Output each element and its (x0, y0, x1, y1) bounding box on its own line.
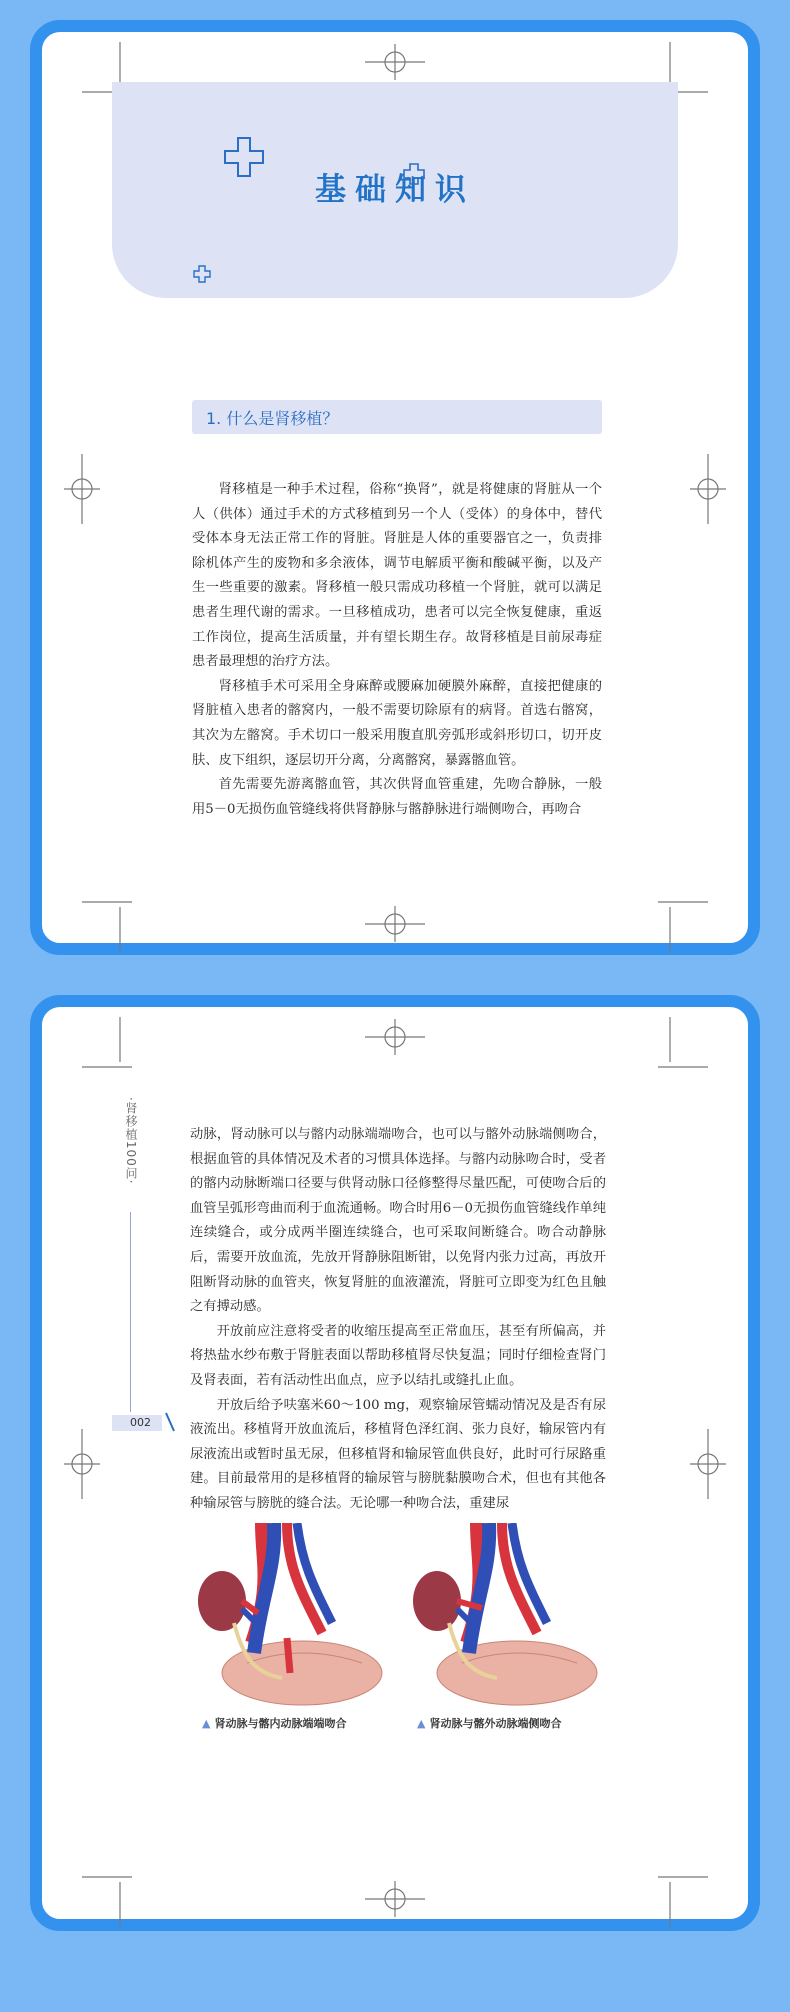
plus-icon (192, 264, 212, 284)
paragraph: 肾移植是一种手术过程，俗称“换肾”，就是将健康的肾脏从一个人（供体）通过手术的方式移植到另一个人（受体）的身体中，替代受体本身无法正常工作的肾脏。肾脏是人体的重要器官之一，负责排除机体产生的废物和多余液体，调节电解质平衡和酸碱平衡，以及产生一些重要的激素。肾移植一般只需成功移植一个肾脏，就可以满足患者生理代谢的需求。一旦移植成功，患者可以完全恢复健康，重返工作岗位，提高生活质量，并有望长期生存。故肾移植是目前尿毒症患者最理想的治疗方法。 (192, 482, 602, 670)
question-title: 1. 什么是肾移植？ (206, 409, 339, 428)
running-header-side-tab: ·肾移植100问· (124, 1097, 138, 1185)
question-heading-bar (192, 400, 602, 434)
triangle-icon: ▲ (417, 1717, 426, 1730)
paragraph: 首先需要先游离髂血管，其次供肾血管重建，先吻合静脉，一般用5－0无损伤血管缝线将供肾静脉与髂静脉进行端侧吻合，再吻合 (192, 777, 602, 817)
registration-mark-bottom (365, 904, 425, 944)
paragraph: 肾移植手术可采用全身麻醉或腰麻加硬膜外麻醉，直接把健康的肾脏植入患者的髂窝内，一般不需要切除原有的病肾。首选右髂窝，其次为左髂窝。手术切口一般采用腹直肌旁弧形或斜形切口，切开皮肤、皮下组织，逐层切开分离，分离髂窝，暴露髂血管。 (192, 678, 602, 768)
crop-mark-bottom-left (72, 892, 132, 952)
page-1 (30, 20, 760, 955)
page-number-slash (164, 1411, 176, 1433)
illustration-internal-iliac-anastomosis (192, 1523, 392, 1708)
crop-mark-bottom-right (658, 892, 718, 952)
caption-text: 肾动脉与髂内动脉端端吻合 (214, 1717, 347, 1730)
registration-mark-top (365, 1017, 425, 1057)
paragraph: 开放后给予呋塞米60～100 mg，观察输尿管蠕动情况及是否有尿液流出。移植肾开放血流后，移植肾色泽红润、张力良好，输尿管内有尿液流出或暂时虽无尿，但移植肾和输尿管血供良好，此时可行尿路重建。目前最常用的是移植肾的输尿管与膀胱黏膜吻合术，但也有其他各种输尿管与膀胱的缝合法。无论哪一种吻合法，重建尿 (190, 1397, 606, 1511)
registration-mark-left (62, 454, 102, 524)
page-2 (30, 995, 760, 1931)
crop-mark-bottom-left (72, 1867, 132, 1927)
registration-mark-right (688, 454, 728, 524)
crop-mark-top-right (658, 1017, 718, 1077)
figure-caption (202, 1715, 346, 1731)
triangle-icon: ▲ (202, 1717, 211, 1730)
illustration-external-iliac-anastomosis (407, 1523, 607, 1708)
body-text (192, 478, 602, 843)
crop-mark-bottom-right (658, 1867, 718, 1927)
registration-mark-left (62, 1429, 102, 1499)
chapter-title: 基础知识 (315, 172, 475, 208)
caption-text: 肾动脉与髂外动脉端侧吻合 (429, 1717, 562, 1730)
registration-mark-right (688, 1429, 728, 1499)
registration-mark-bottom (365, 1879, 425, 1919)
paragraph: 动脉，肾动脉可以与髂内动脉端端吻合，也可以与髂外动脉端侧吻合，根据血管的具体情况及术者的习惯具体选择。与髂内动脉吻合时，受者的髂内动脉断端口径要与供肾动脉口径修整得尽量匹配，可使吻合后的血管呈弧形弯曲而利于血流通畅。吻合时用6－0无损伤血管缝线作单纯连续缝合，或分成两半圈连续缝合，也可采取间断缝合。吻合动静脉后，需要开放血流，先放开肾静脉阻断钳，以免肾内张力过高，再放开阻断肾动脉的血管夹，恢复肾脏的血液灌流，肾脏可立即变为红色且触之有搏动感。 (190, 1127, 606, 1315)
registration-mark-top (365, 42, 425, 82)
body-text (190, 1123, 606, 1513)
page-number: 002 (130, 1416, 151, 1429)
figure-caption (417, 1715, 561, 1731)
crop-mark-top-left (72, 1017, 132, 1077)
paragraph: 开放前应注意将受者的收缩压提高至正常血压，甚至有所偏高，并将热盐水纱布敷于肾脏表面以帮助移植肾尽快复温；同时仔细检查肾门及肾表面，若有活动性出血点，应予以结扎或缝扎止血。 (190, 1323, 606, 1388)
side-divider-line (130, 1212, 131, 1412)
